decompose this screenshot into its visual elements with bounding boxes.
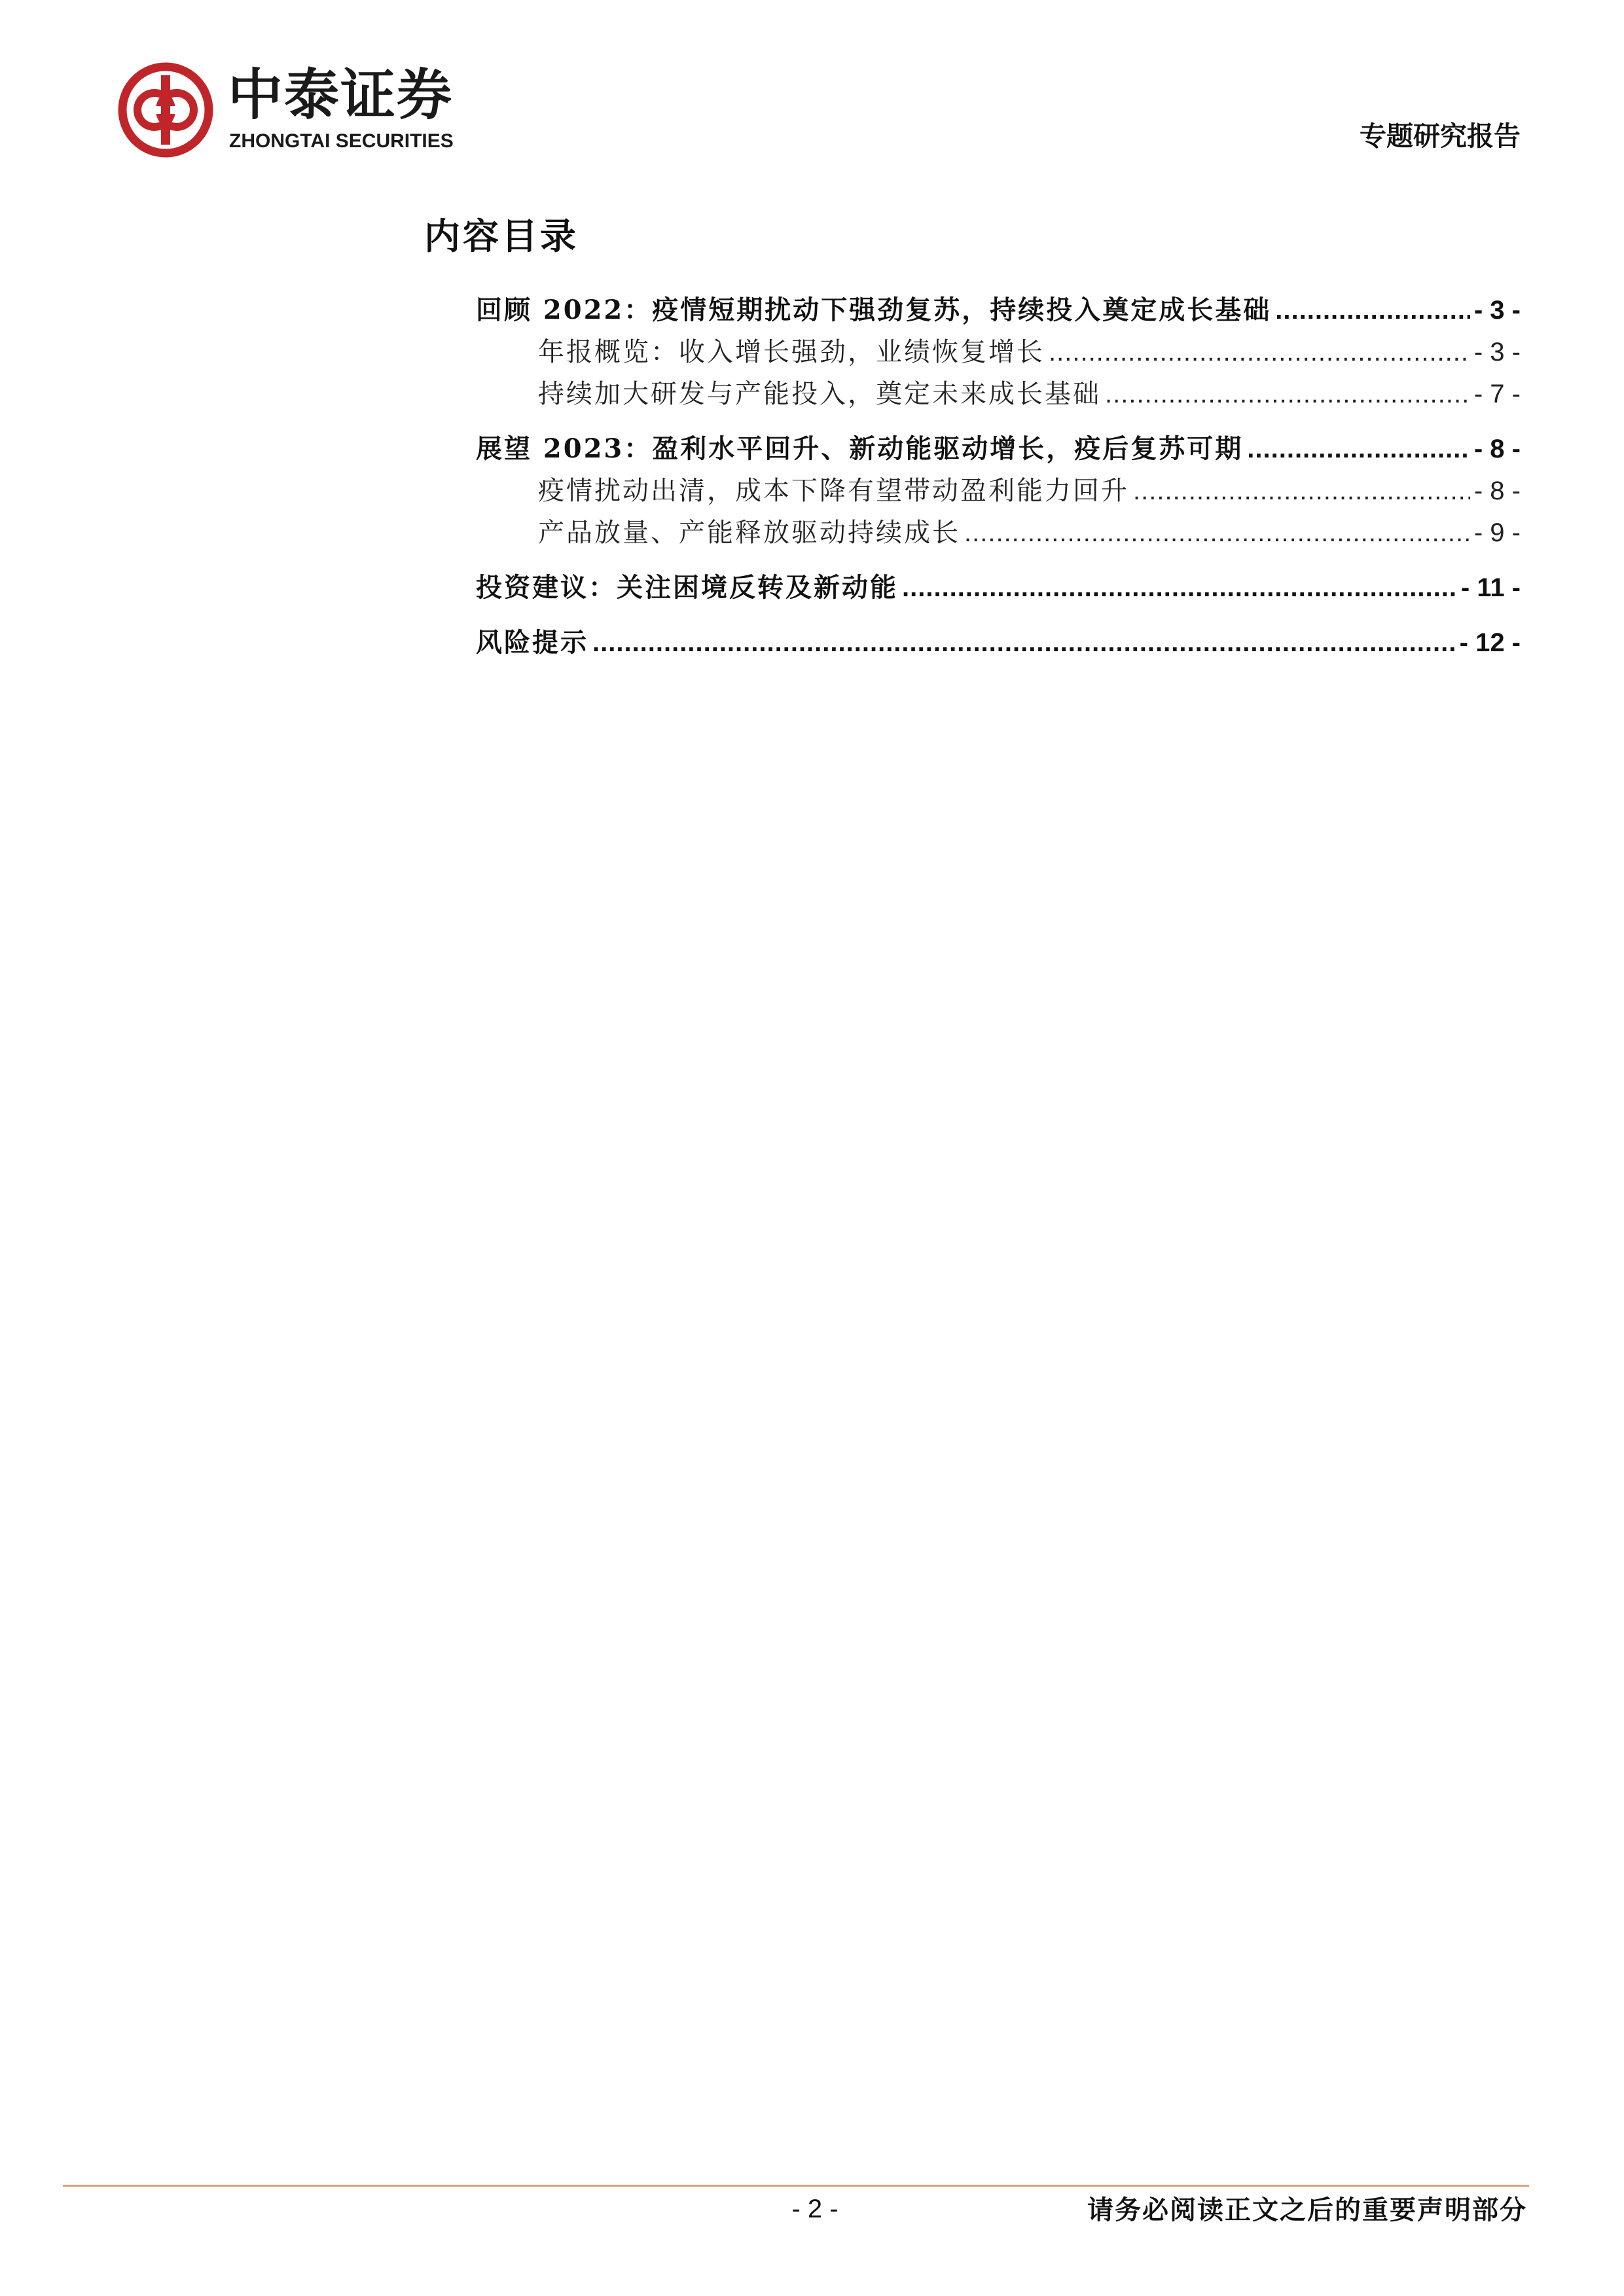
toc-entry-page: - 11 -	[1460, 573, 1521, 602]
toc-leader-dots	[1133, 474, 1470, 508]
toc-entry-page: - 3 -	[1473, 296, 1521, 325]
toc-entry-outlook-2023[interactable]	[476, 432, 1521, 466]
company-logo	[118, 62, 511, 167]
toc-entry-page: - 9 -	[1473, 518, 1521, 547]
toc-entry-rd-capacity[interactable]	[476, 377, 1521, 411]
toc-entry-page: - 12 -	[1459, 628, 1521, 657]
toc-entry-title: 回顾 2022：疫情短期扰动下强劲复苏，持续投入奠定成长基础	[476, 295, 1272, 325]
toc-entry-investment-advice[interactable]	[476, 571, 1521, 605]
toc-entry-risk-warning[interactable]	[476, 626, 1521, 660]
report-type-label: 专题研究报告	[1360, 120, 1521, 152]
toc-entry-title: 风险提示	[476, 627, 588, 658]
toc-entry-title: 展望 2023：盈利水平回升、新动能驱动增长，疫后复苏可期	[476, 433, 1244, 464]
toc-entry-page: - 7 -	[1473, 380, 1521, 408]
toc-leader-dots	[592, 626, 1456, 660]
logo-english-name: ZHONGTAI SECURITIES	[229, 130, 454, 152]
table-of-contents	[476, 293, 1521, 660]
toc-leader-dots	[1105, 377, 1470, 411]
toc-entry-title: 疫情扰动出清，成本下降有望带动盈利能力回升	[538, 476, 1129, 506]
toc-entry-title: 持续加大研发与产能投入，奠定未来成长基础	[538, 379, 1101, 409]
toc-leader-dots	[964, 516, 1470, 550]
toc-entry-product-growth[interactable]	[476, 516, 1521, 550]
toc-entry-review-2022[interactable]	[476, 293, 1521, 327]
toc-entry-cost-decline[interactable]	[476, 474, 1521, 508]
toc-entry-page: - 8 -	[1473, 476, 1521, 505]
logo-chinese-name: 中泰证券	[228, 63, 454, 127]
toc-leader-dots	[1049, 335, 1470, 369]
toc-leader-dots	[1275, 293, 1470, 327]
footer-divider	[63, 2185, 1529, 2187]
toc-leader-dots	[902, 571, 1457, 605]
footer-page-number: - 2 -	[791, 2195, 839, 2223]
toc-entry-annual-overview[interactable]	[476, 335, 1521, 369]
toc-entry-title: 产品放量、产能释放驱动持续成长	[538, 518, 960, 548]
zhongtai-logo-icon	[118, 62, 213, 158]
footer-disclaimer: 请务必阅读正文之后的重要声明部分	[1087, 2195, 1527, 2225]
toc-entry-title: 年报概览：收入增长强劲，业绩恢复增长	[538, 337, 1045, 367]
toc-entry-page: - 3 -	[1473, 338, 1521, 367]
toc-entry-title: 投资建议：关注困境反转及新动能	[476, 572, 898, 603]
toc-heading: 内容目录	[424, 215, 579, 257]
toc-entry-page: - 8 -	[1473, 435, 1521, 463]
toc-leader-dots	[1247, 432, 1470, 466]
